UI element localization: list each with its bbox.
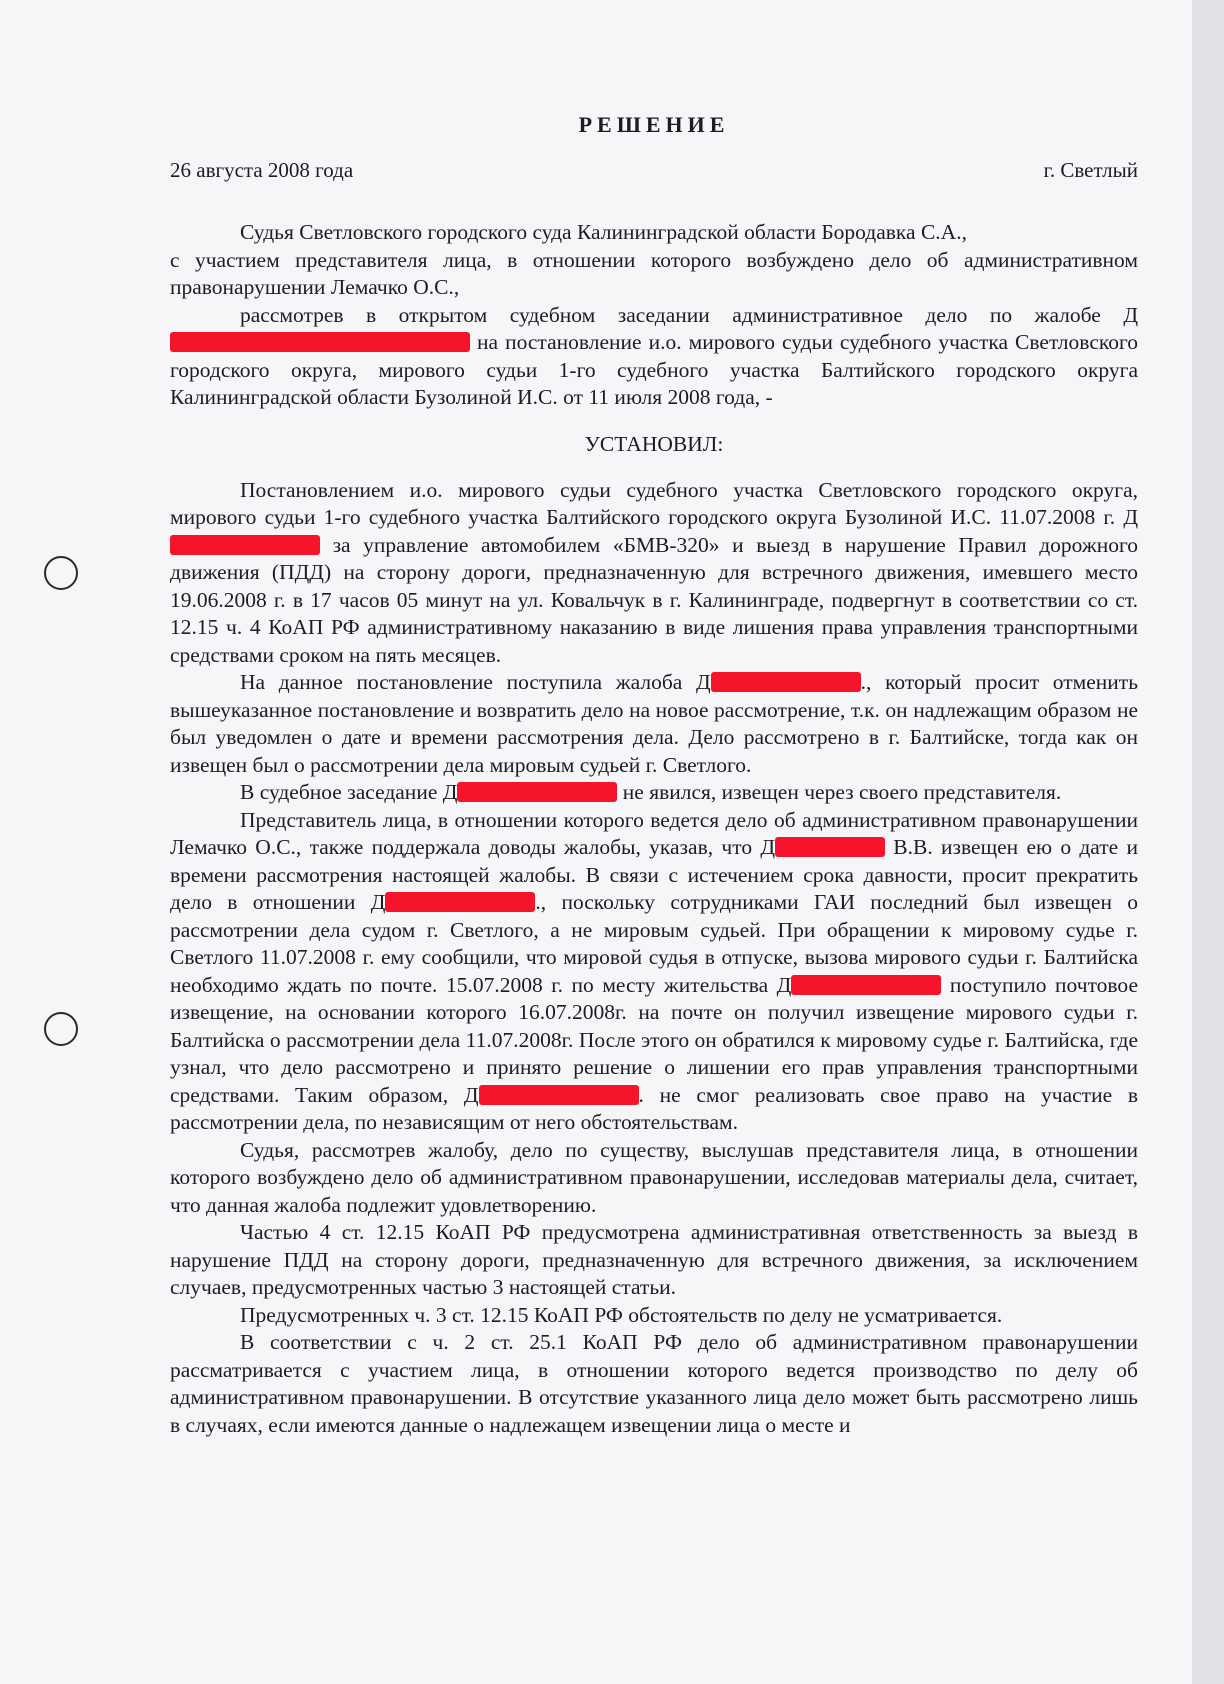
paragraph-absence: В судебное заседание Д не явился, извещен через своего представителя.: [240, 780, 1062, 804]
redaction-mark: [711, 672, 861, 692]
document-title: РЕШЕНИЕ: [578, 112, 730, 137]
paragraph-judge-review: Судья, рассмотрев жалобу, дело по существу, выслушав представителя лица, в отношении которого возбуждено дело об административном правонарушении, исследовав материалы дела, считает, что данная жалоба подлежит удовлетворению.: [170, 1137, 1138, 1217]
redaction-mark: [791, 975, 941, 995]
redaction-mark: [170, 332, 470, 352]
date-place-row: [170, 158, 1138, 183]
paragraph-complaint: На данное постановление поступила жалоба Д ., который просит отменить вышеуказанное постановление и возвратить дело на новое рассмотрение, т.к. он надлежащим образом не был уведомлен о дате и времени рассмотрения дела. Дело рассмотрено в г. Балтийске, тогда как он извещен был о рассмотрении дела мировым судьей г. Светлого.: [170, 670, 1139, 777]
paragraph-law-part3: Предусмотренных ч. 3 ст. 12.15 КоАП РФ обстоятельств по делу не усматривается.: [240, 1302, 1003, 1327]
established-heading: УСТАНОВИЛ:: [584, 431, 724, 456]
paragraph-representative: Представитель лица, в отношении которого ведется дело об административном правонарушении Лемачко О.С., также поддержала доводы жалобы, указав, что Д В.В. извещен ею о дате и времени рассмотрения настоящей жалобы. В связи с истечением срока давности, просит прекратить дело в отношении Д ., поскольку сотрудниками ГАИ последний был извещен о рассмотрении дела судом г. Светлого, а не мировым судьей. При обращении к мировому судье г. Светлого 11.07.2008 г. ему сообщили, что мировой судья в отпуске, вызова мирового судьи г. Балтийска необходимо ждать по почте. 15.07.2008 г. по месту жительства Д поступило почтовое извещение, на основании которого 16.07.2008г. на почте он получил извещение мирового судьи г. Балтийска о рассмотрении дела 11.07.2008г. После этого он обратился к мировому судье г. Балтийска, где узнал, что дело рассмотрено и принято решение о лишении его прав управления транспортными средствами. Таким образом, Д . не смог реализовать свое право на участие в рассмотрении дела, по независящим от него обстоятельствам.: [170, 807, 1139, 1134]
paragraph-law-251: В соответствии с ч. 2 ст. 25.1 КоАП РФ дело об административном правонарушении рассматривается с участием лица, в отношении которого ведется производство по делу об административном правонарушении. В отсутствие указанного лица дело может быть рассмотрено лишь в случаях, если имеются данные о надлежащем извещении лица о месте и: [170, 1330, 1138, 1437]
review-paragraph: рассмотрев в открытом судебном заседании административное дело по жалобе Д на постановление и.о. мирового судьи судебного участка Светловского городского округа, мирового судьи 1-го судебного участка Балтийского городского округа Калининградской области Бузолиной И.С. от 11 июля 2008 года, -: [170, 302, 1138, 409]
redaction-mark: [170, 535, 320, 555]
intro-judge: Судья Светловского городского суда Калининградской области Бородавка С.А.,: [240, 220, 967, 244]
redaction-mark: [479, 1085, 639, 1105]
redaction-mark: [457, 782, 617, 802]
redaction-mark: [385, 892, 535, 912]
scan-edge: [1192, 0, 1224, 1684]
redaction-mark: [775, 837, 885, 857]
paragraph-ruling: Постановлением и.о. мирового судьи судебного участка Светловского городского округа, мирового судьи 1-го судебного участка Балтийского городского округа Бузолиной И.С. 11.07.2008 г. Д за управление автомобилем «БМВ-320» и выезд в нарушение Правил дорожного движения (ПДД) на сторону дороги, предназначенную для встречного движения, имевшего место 19.06.2008 г. в 17 часов 05 минут на ул. Ковальчук в г. Калининграде, подвергнут в соответствии со ст. 12.15 ч. 4 КоАП РФ административному наказанию в виде лишения права управления транспортными средствами сроком на пять месяцев.: [170, 477, 1138, 667]
decision-city: г. Светлый: [1043, 158, 1138, 182]
paragraph-law-part4: Частью 4 ст. 12.15 КоАП РФ предусмотрена административная ответственность за выезд в нарушение ПДД на сторону дороги, предназначенную для встречного движения, за исключением случаев, предусмотренных частью 3 настоящей статьи.: [170, 1220, 1138, 1299]
decision-date: 26 августа 2008 года: [170, 158, 354, 182]
intro-representative: с участием представителя лица, в отношении которого возбуждено дело об административном правонарушении Лемачко О.С.,: [170, 247, 1138, 299]
punch-hole-icon: [44, 1012, 78, 1046]
document-body: [170, 100, 1138, 1439]
punch-hole-icon: [44, 556, 78, 590]
